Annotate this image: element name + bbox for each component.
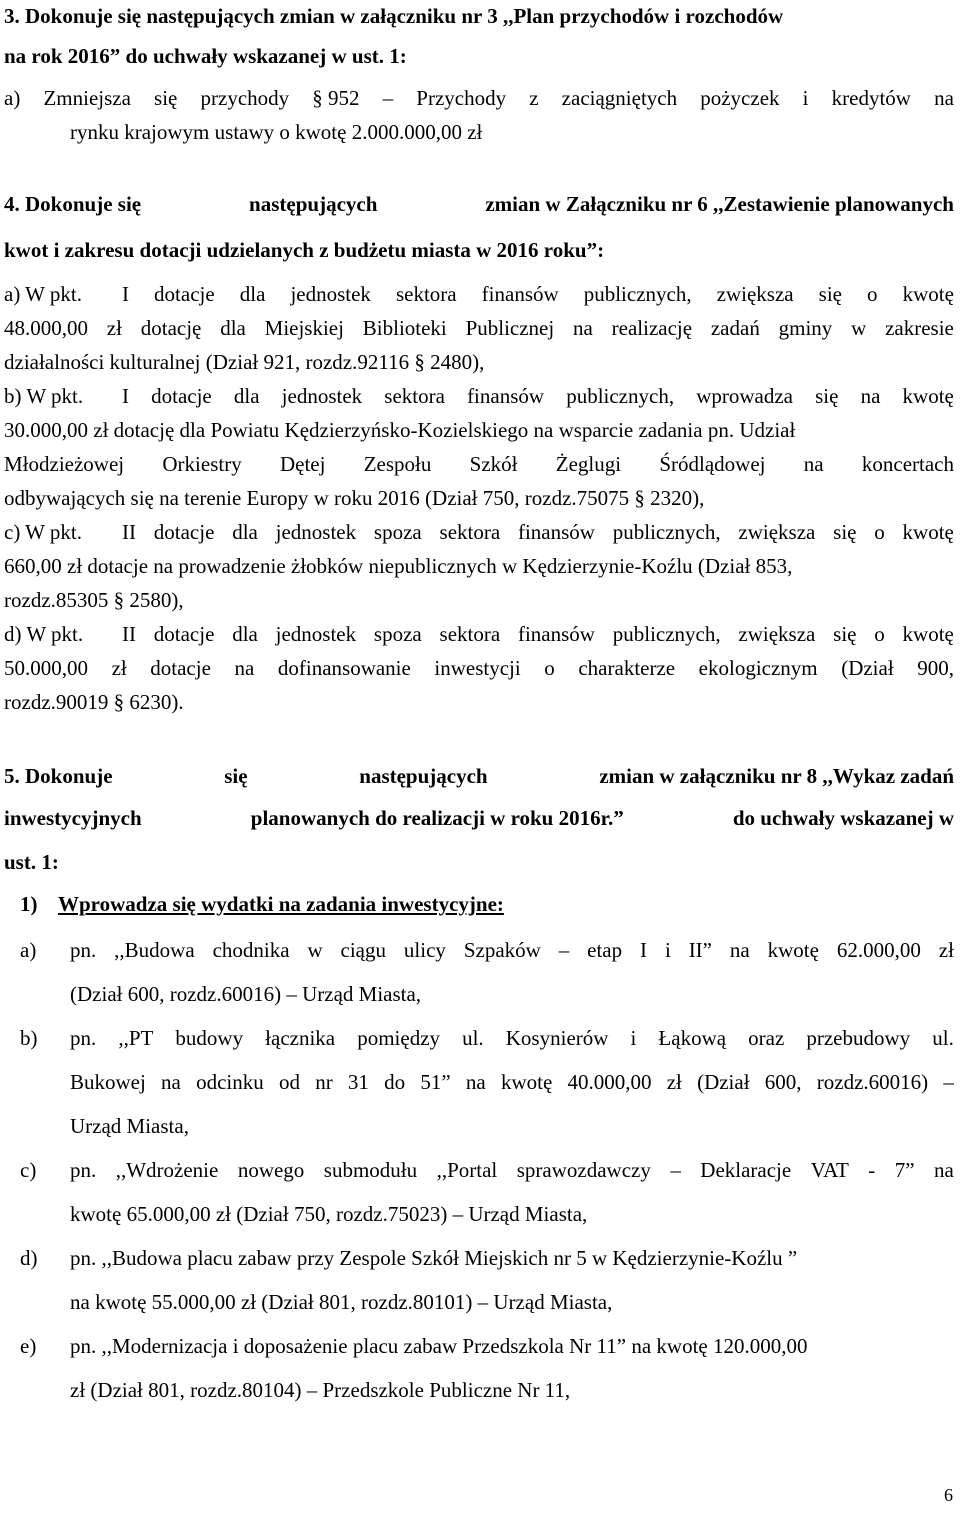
text-run: ,,Budowa <box>114 938 195 962</box>
text-run: sektora <box>439 520 501 544</box>
text-run: na <box>573 316 593 340</box>
text-run: I <box>122 384 129 408</box>
text-run: ekologicznym <box>698 656 818 680</box>
text-run: w <box>851 316 867 340</box>
text-line: rynku krajowym ustawy o kwotę 2.000.000,00 zł <box>70 120 483 144</box>
text-run: 62.000,00 <box>836 938 921 962</box>
text-run: – <box>943 1070 954 1094</box>
text-run: 50.000,00 <box>4 656 88 680</box>
text-run: z <box>529 86 539 110</box>
text-run: dotację <box>140 316 202 340</box>
text-run: w <box>307 938 323 962</box>
text-run: II” <box>688 938 712 962</box>
text-run: Kosynierów <box>505 1026 609 1050</box>
page-number: 6 <box>944 1485 953 1505</box>
text-run: ul. <box>932 1026 954 1050</box>
text-run: ,,PT <box>118 1026 154 1050</box>
text-run: publicznych, <box>612 520 721 544</box>
text-line <box>4 454 954 475</box>
text-run: do uchwały wskazanej w <box>732 806 954 830</box>
text-run: ,,Portal <box>436 1158 498 1182</box>
text-line: 1) <box>20 892 38 916</box>
text-run: Publicznej <box>465 316 555 340</box>
text-run: kwotę <box>902 282 954 306</box>
text-run: – <box>382 86 394 110</box>
text-run: Szpaków <box>463 938 541 962</box>
text-run: dla <box>233 384 260 408</box>
text-line: a) <box>20 938 37 962</box>
text-run: sektora <box>384 384 445 408</box>
text-run: rozdz.60016) <box>816 1070 929 1094</box>
text-line: pn. ,,Modernizacja i doposażenie placu zabaw Przedszkola Nr 11” na kwotę 120.000,00 <box>70 1334 808 1358</box>
text-run: na <box>860 384 881 408</box>
text-run: Łąkową <box>658 1026 727 1050</box>
text-line: na kwotę 55.000,00 zł (Dział 801, rozdz.80101) – Urząd Miasta, <box>70 1290 613 1314</box>
text-line: zł (Dział 801, rozdz.80104) – Przedszkole Publiczne Nr 11, <box>70 1378 571 1402</box>
text-run: realizację <box>611 316 693 340</box>
text-run: Deklaracje <box>700 1158 792 1182</box>
text-run: publicznych, <box>612 622 721 646</box>
text-run: – <box>670 1158 681 1182</box>
text-run: na <box>465 1070 486 1094</box>
text-run: zwiększa <box>716 282 794 306</box>
text-run: 51” <box>420 1070 451 1094</box>
text-run: Śródlądowej <box>659 452 766 476</box>
text-line: (Dział 600, rozdz.60016) – Urząd Miasta, <box>70 982 422 1006</box>
text-run: dotacje <box>154 282 215 306</box>
text-line: 3. Dokonuje się następujących zmian w załączniku nr 3 ,,Plan przychodów i rozchodów <box>4 4 784 28</box>
text-run: pn. <box>70 1026 97 1050</box>
text-run: (Dział <box>697 1070 750 1094</box>
text-line <box>122 522 954 543</box>
text-line <box>70 1028 954 1049</box>
text-run: ciągu <box>340 938 387 962</box>
text-run: zł <box>111 656 127 680</box>
text-run: I <box>640 938 648 962</box>
text-run: kwotę <box>902 520 954 544</box>
text-run: 900, <box>917 656 954 680</box>
text-run: zakresie <box>885 316 954 340</box>
text-run: przychody <box>200 86 290 110</box>
text-run: dotacje <box>150 656 211 680</box>
text-run: się <box>815 384 839 408</box>
text-run: charakterze <box>578 656 676 680</box>
text-line <box>122 386 954 407</box>
text-run: dla <box>232 622 258 646</box>
text-run: a) <box>4 86 21 110</box>
text-run: finansów <box>481 282 559 306</box>
text-run: o <box>874 622 885 646</box>
text-run: submodułu <box>323 1158 418 1182</box>
text-run: na <box>234 656 255 680</box>
text-line: Urząd Miasta, <box>70 1114 189 1138</box>
text-line: d) <box>20 1246 38 1270</box>
text-line: ust. 1: <box>4 850 59 874</box>
text-line <box>4 808 954 829</box>
text-run: § 952 <box>312 86 360 110</box>
text-run: finansów <box>467 384 545 408</box>
text-run: dla <box>239 282 266 306</box>
text-run: dotacje <box>151 384 212 408</box>
text-run: zł <box>106 316 122 340</box>
text-run: odcinku <box>196 1070 264 1094</box>
text-line: b) W pkt. <box>4 384 84 408</box>
text-run: na <box>803 452 824 476</box>
text-line <box>4 194 954 215</box>
text-run: finansów <box>517 520 595 544</box>
text-line <box>70 1160 954 1181</box>
text-run: jednostek <box>275 520 357 544</box>
text-run: o <box>544 656 555 680</box>
text-run: inwestycyjnych <box>4 806 142 830</box>
text-line: d) W pkt. <box>4 622 84 646</box>
text-run: jednostek <box>275 622 357 646</box>
text-line <box>4 318 954 339</box>
text-run: 4. Dokonuje się <box>4 192 142 216</box>
text-run: Dętej <box>279 452 326 476</box>
text-run: na <box>934 1158 954 1182</box>
text-run: Szkół <box>469 452 518 476</box>
text-run: Biblioteki <box>362 316 447 340</box>
text-run: dofinansowanie <box>277 656 411 680</box>
text-line: kwot i zakresu dotacji udzielanych z budżetu miasta w 2016 roku”: <box>4 238 605 262</box>
text-run: oraz <box>748 1026 785 1050</box>
text-run: (Dział <box>841 656 894 680</box>
text-run: zmian w załączniku nr 8 ,,Wykaz zadań <box>599 764 954 788</box>
text-run: o <box>867 282 878 306</box>
text-run: sektora <box>439 622 501 646</box>
text-line: b) <box>20 1026 38 1050</box>
text-line: rozdz.90019 § 6230). <box>4 690 184 714</box>
text-line: na rok 2016” do uchwały wskazanej w ust. 1: <box>4 44 407 68</box>
text-run: się <box>833 520 857 544</box>
text-run: Żeglugi <box>555 452 622 476</box>
text-run: dotacje <box>153 622 215 646</box>
text-line: odbywających się na terenie Europy w roku 2016 (Dział 750, rozdz.75075 § 2320), <box>4 486 705 510</box>
text-run: sektora <box>395 282 457 306</box>
text-run: planowanych do realizacji w roku 2016r.” <box>250 806 624 830</box>
text-run: Przychody <box>416 86 507 110</box>
text-line <box>4 658 954 679</box>
text-run: pn. <box>70 1158 97 1182</box>
text-run: kwotę <box>767 938 819 962</box>
text-run: wprowadza <box>696 384 793 408</box>
text-run: się <box>224 764 248 788</box>
text-run: spoza <box>373 622 422 646</box>
text-run: II <box>122 520 136 544</box>
text-line <box>4 766 954 787</box>
text-line: działalności kulturalnej (Dział 921, rozdz.92116 § 2480), <box>4 350 485 374</box>
text-run: 600, <box>764 1070 802 1094</box>
text-run: II <box>122 622 136 646</box>
text-run: od <box>278 1070 300 1094</box>
text-run: pożyczek <box>700 86 780 110</box>
text-line: c) <box>20 1158 37 1182</box>
text-line <box>70 940 954 961</box>
text-run: I <box>122 282 129 306</box>
text-run: łącznika <box>265 1026 336 1050</box>
text-line: kwotę 65.000,00 zł (Dział 750, rozdz.75023) – Urząd Miasta, <box>70 1202 588 1226</box>
text-run: zaciągniętych <box>561 86 678 110</box>
text-run: zwiększa <box>738 520 816 544</box>
text-line <box>122 284 954 305</box>
text-run: na <box>729 938 750 962</box>
text-run: się <box>154 86 178 110</box>
text-run: nr <box>315 1070 333 1094</box>
text-run: dla <box>220 316 246 340</box>
text-run: – <box>558 938 570 962</box>
text-run: i <box>802 86 809 110</box>
text-run: Miejskiej <box>264 316 344 340</box>
text-run: - <box>868 1158 876 1182</box>
text-line <box>70 1072 954 1093</box>
text-run: 31 <box>347 1070 369 1094</box>
text-line <box>122 624 954 645</box>
text-run: chodnika <box>212 938 290 962</box>
text-run: do <box>384 1070 406 1094</box>
text-run: Zespołu <box>363 452 432 476</box>
text-run: dla <box>232 520 258 544</box>
text-run: ,,Wdrożenie <box>115 1158 219 1182</box>
text-run: na <box>161 1070 181 1094</box>
text-run: i <box>664 938 671 962</box>
text-run: zwiększa <box>738 622 816 646</box>
text-line: Wprowadza się wydatki na zadania inwestycyjne: <box>58 892 504 916</box>
text-line: pn. ,,Budowa placu zabaw przy Zespole Szkół Miejskich nr 5 w Kędzierzynie-Koźlu ” <box>70 1246 798 1270</box>
text-run: o <box>874 520 885 544</box>
text-run: kwotę <box>902 622 954 646</box>
text-run: ulicy <box>403 938 446 962</box>
text-run: inwestycji <box>434 656 521 680</box>
text-run: następujących <box>359 764 488 788</box>
text-line: 660,00 zł dotacje na prowadzenie żłobków niepublicznych w Kędzierzynie-Koźlu (Dział 853, <box>4 554 793 578</box>
text-run: się <box>833 622 857 646</box>
text-run: spoza <box>373 520 422 544</box>
text-run: zł <box>666 1070 682 1094</box>
text-run: Zmniejsza <box>43 86 131 110</box>
text-run: przebudowy <box>806 1026 911 1050</box>
text-run: dotacje <box>153 520 215 544</box>
text-run: sprawozdawczy <box>516 1158 651 1182</box>
text-run: kwotę <box>902 384 954 408</box>
text-run: budowy <box>175 1026 244 1050</box>
text-run: nowego <box>237 1158 305 1182</box>
text-run: etap <box>587 938 623 962</box>
text-run: i <box>630 1026 637 1050</box>
text-run: na <box>934 86 954 110</box>
text-run: zadań <box>710 316 760 340</box>
text-run: 40.000,00 <box>567 1070 652 1094</box>
text-run: ul. <box>462 1026 484 1050</box>
text-run: 7” <box>894 1158 915 1182</box>
text-run: kwotę <box>500 1070 553 1094</box>
text-run: pomiędzy <box>357 1026 441 1050</box>
text-run: publicznych, <box>583 282 692 306</box>
text-line: rozdz.85305 § 2580), <box>4 588 184 612</box>
text-run: Młodzieżowej <box>4 452 125 476</box>
text-line: 30.000,00 zł dotację dla Powiatu Kędzierzyńsko-Kozielskiego na wsparcie zadania pn. Udział <box>4 418 796 442</box>
text-run: pn. <box>70 938 97 962</box>
text-run: gminy <box>778 316 833 340</box>
text-run: kredytów <box>831 86 911 110</box>
text-run: następujących <box>249 192 378 216</box>
text-line <box>4 88 954 109</box>
text-run: jednostek <box>290 282 371 306</box>
text-run: zmian w Załączniku nr 6 ,,Zestawienie planowanych <box>485 192 954 216</box>
text-run: 5. Dokonuje <box>4 764 113 788</box>
text-run: zł <box>938 938 954 962</box>
text-line: a) W pkt. <box>4 282 82 306</box>
text-run: się <box>818 282 842 306</box>
text-run: jednostek <box>281 384 363 408</box>
text-run: publicznych, <box>566 384 675 408</box>
text-line: c) W pkt. <box>4 520 82 544</box>
text-run: finansów <box>517 622 595 646</box>
text-run: Bukowej <box>70 1070 146 1094</box>
text-run: 48.000,00 <box>4 316 88 340</box>
text-run: koncertach <box>861 452 954 476</box>
text-run: VAT <box>810 1158 849 1182</box>
text-run: Orkiestry <box>162 452 242 476</box>
text-line: e) <box>20 1334 37 1358</box>
